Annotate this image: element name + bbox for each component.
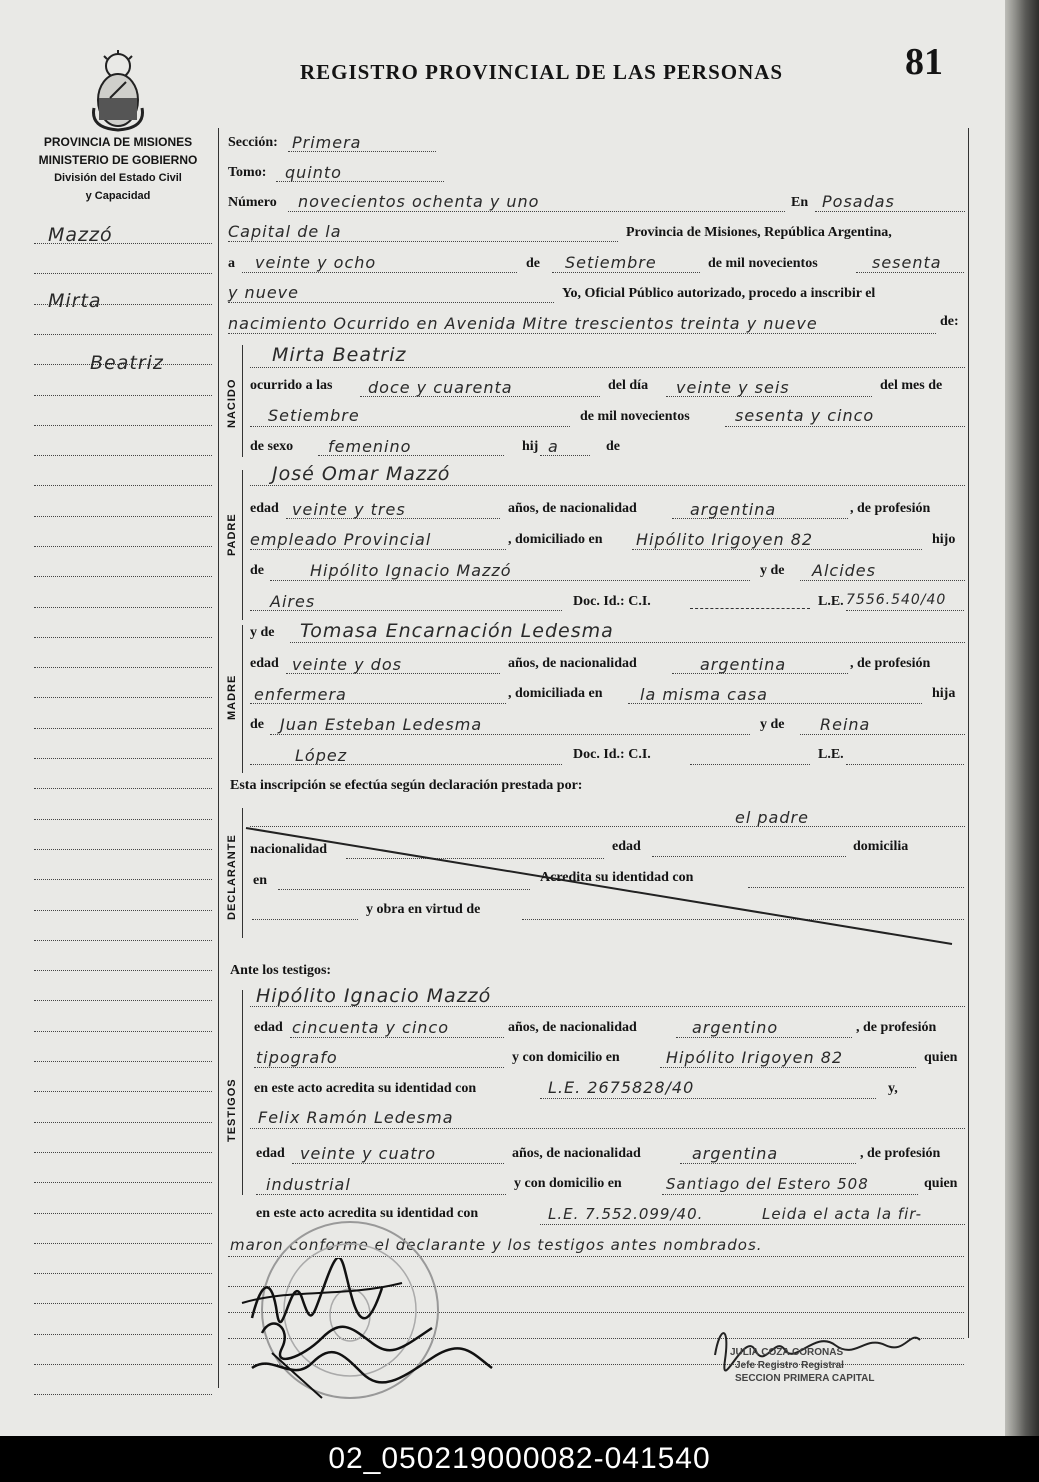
testigo2-prof-label: , de profesión	[860, 1146, 941, 1161]
margin-line	[34, 1273, 212, 1274]
stamp-line-2: Jefe Registro Registral	[735, 1360, 844, 1371]
margin-line	[34, 758, 212, 759]
nacido-nombre: Mirta Beatriz	[272, 344, 407, 366]
margin-line	[34, 1182, 212, 1183]
en-line	[815, 211, 965, 212]
margin-line	[34, 1122, 212, 1123]
registro-dia: veinte y ocho	[255, 253, 377, 272]
testigo1-quien-label: quien	[924, 1050, 958, 1065]
abuela-paterna-2: Aires	[270, 592, 316, 611]
registro-anio1: sesenta	[872, 253, 942, 272]
testigo1-nombre: Hipólito Ignacio Mazzó	[256, 985, 492, 1007]
abuela-paterna-1: Alcides	[812, 561, 876, 580]
tomo-value: quinto	[285, 163, 342, 182]
anio-line	[856, 272, 964, 273]
mes-line	[552, 272, 700, 273]
province-line: PROVINCIA DE MISIONES	[43, 135, 193, 149]
margin-line	[34, 516, 212, 517]
madre-prof-label: , de profesión	[850, 656, 931, 671]
a-label: a	[228, 256, 235, 271]
registro-anio2: y nueve	[228, 283, 299, 302]
margin-line	[34, 334, 212, 335]
madre-ci-line	[690, 764, 810, 765]
cancel-strike-line	[244, 826, 964, 948]
testigo1-doc: L.E. 2675828/40	[548, 1078, 695, 1097]
padre-nac-label: años, de nacionalidad	[508, 501, 637, 516]
padre-le-label: L.E.	[818, 594, 844, 609]
stamp-line-1: JULIA COZA CORONAS	[730, 1347, 844, 1358]
seccion-value: Primera	[292, 133, 362, 152]
testigo2-edad: veinte y cuatro	[300, 1144, 437, 1163]
margin-line	[34, 728, 212, 729]
padre-section-label: PADRE	[226, 513, 238, 556]
margin-line	[34, 485, 212, 486]
testigo1-prof-label: , de profesión	[856, 1020, 937, 1035]
padre-prof-label: , de profesión	[850, 501, 931, 516]
issuer-block	[18, 133, 218, 205]
margin-line	[34, 637, 212, 638]
padre-dom-label: , domiciliado en	[508, 532, 603, 547]
margin-line	[34, 1091, 212, 1092]
testigo2-nac-label: años, de nacionalidad	[512, 1146, 641, 1161]
abuela-materna-2: López	[295, 746, 348, 765]
declarante-rule	[242, 808, 243, 938]
padre-de-label: de	[250, 563, 264, 578]
tomo-label: Tomo:	[228, 165, 267, 180]
margin-line	[34, 607, 212, 608]
numero-label: Número	[228, 195, 277, 210]
nacido-dia: veinte y seis	[676, 378, 790, 397]
testigos-rule	[242, 990, 243, 1195]
provincia-label: Provincia de Misiones, República Argentina,	[626, 225, 892, 240]
padre-le-line	[846, 610, 964, 611]
padre-doc-label: Doc. Id.: C.I.	[573, 594, 651, 609]
del-mes-label: del mes de	[880, 378, 943, 393]
declarante-en-label: en	[253, 873, 267, 888]
dia-line	[242, 272, 517, 273]
seccion-label: Sección:	[228, 135, 278, 150]
madre-nombre-line	[290, 642, 965, 643]
madre-profesion: enfermera	[254, 685, 347, 704]
nacido-de-label: de	[606, 439, 620, 454]
testigos-section-label: TESTIGOS	[226, 1078, 238, 1142]
margin-first-name: Mirta	[48, 290, 102, 312]
padre-dom-line	[632, 549, 922, 550]
testigo1-profesion: tipografo	[256, 1048, 338, 1067]
padre-edad-label: edad	[250, 501, 279, 516]
del-dia-label: del día	[608, 378, 649, 393]
stamp-line-3: SECCION PRIMERA CAPITAL	[735, 1373, 875, 1384]
margin-line	[34, 970, 212, 971]
testigo1-acredita-label: en este acto acredita su identidad con	[254, 1081, 477, 1096]
mil-label: de mil novecientos	[708, 256, 818, 271]
madre-nacionalidad: argentina	[700, 655, 787, 674]
margin-line	[34, 910, 212, 911]
hija-label: hija	[932, 686, 956, 701]
testigo2-prof-line	[256, 1194, 506, 1195]
testigo1-nac-line	[676, 1037, 852, 1038]
page-title: REGISTRO PROVINCIAL DE LAS PERSONAS	[300, 60, 784, 84]
margin-line	[34, 1364, 212, 1365]
madre-doc-label: Doc. Id.: C.I.	[573, 747, 651, 762]
nacido-sexo: femenino	[328, 437, 412, 456]
margin-line	[34, 849, 212, 850]
padre-ci-line	[690, 594, 810, 609]
padre-domicilio: Hipólito Irigoyen 82	[636, 530, 814, 549]
en-value: Posadas	[822, 192, 895, 211]
margin-line	[34, 1303, 212, 1304]
madre-nombre: Tomasa Encarnación Ledesma	[300, 620, 614, 642]
testigo1-dom-label: y con domicilio en	[512, 1050, 620, 1065]
acto-value: nacimiento Ocurrido en Avenida Mitre trescientos treinta y nueve	[228, 314, 818, 333]
madre-edad: veinte y dos	[292, 655, 402, 674]
margin-line	[34, 1213, 212, 1214]
abuelo-materno: Juan Esteban Ledesma	[280, 715, 483, 734]
padre-profesion: empleado Provincial	[250, 530, 432, 549]
acto-line	[228, 333, 936, 334]
madre-rule	[242, 625, 243, 773]
declarante-por: el padre	[735, 808, 809, 827]
testigo2-nombre-line	[250, 1128, 965, 1129]
en-label: En	[791, 195, 809, 210]
abuela-paterna-line	[800, 580, 965, 581]
madre-le-line	[846, 764, 964, 765]
witness-signatures-icon	[232, 1258, 532, 1408]
declarante-section-label: DECLARANTE	[226, 834, 238, 920]
testigo2-doc-line	[540, 1224, 965, 1225]
madre-section-label: MADRE	[226, 674, 238, 720]
testigo1-nac-label: años, de nacionalidad	[508, 1020, 637, 1035]
hij-label: hij	[522, 439, 539, 454]
testigo1-edad: cincuenta y cinco	[292, 1018, 449, 1037]
nacido-anio: sesenta y cinco	[735, 406, 875, 425]
margin-line	[34, 1061, 212, 1062]
testigo1-domicilio: Hipólito Irigoyen 82	[666, 1048, 844, 1067]
margin-line	[34, 819, 212, 820]
testigo1-dom-line	[660, 1067, 916, 1068]
madre-y-de2-label: y de	[760, 717, 785, 732]
testigo1-prof-line	[254, 1067, 504, 1068]
right-rule	[968, 128, 969, 1338]
book-binding	[1005, 0, 1039, 1436]
padre-rule	[242, 470, 243, 620]
margin-line	[34, 1243, 212, 1244]
abuelo-paterno-line	[270, 580, 750, 581]
margin-line	[34, 1334, 212, 1335]
madre-dom-label: , domiciliada en	[508, 686, 603, 701]
coat-of-arms-icon	[88, 48, 148, 133]
sexo-label: de sexo	[250, 439, 294, 454]
nacido-mes: Setiembre	[268, 406, 360, 425]
testigo1-doc-line	[540, 1098, 876, 1099]
margin-line	[34, 455, 212, 456]
margin-line	[34, 1000, 212, 1001]
ocurrido-label: ocurrido a las	[250, 378, 333, 393]
yo-label: Yo, Oficial Público autorizado, procedo a inscribir el	[562, 286, 876, 301]
margin-rule	[218, 128, 219, 1388]
declarante-dom-label: domicilia	[853, 839, 909, 854]
testigo2-profesion: industrial	[266, 1175, 351, 1194]
testigo1-y-label: y,	[888, 1081, 898, 1096]
margin-line	[34, 1152, 212, 1153]
testigo2-edad-line	[292, 1163, 504, 1164]
padre-le: 7556.540/40	[846, 592, 947, 608]
abuelo-paterno: Hipólito Ignacio Mazzó	[310, 561, 512, 580]
testigo2-dom-line	[662, 1194, 918, 1195]
testigo1-nacionalidad: argentino	[692, 1018, 779, 1037]
cierre-text: maron conforme el declarante y los testigos antes nombrados.	[230, 1236, 763, 1254]
margin-surname: Mazzó	[48, 224, 113, 246]
declarante-nac-label: nacionalidad	[250, 842, 328, 857]
testigos-ante-label: Ante los testigos:	[230, 963, 332, 978]
declarante-acredita-label: Acredita su identidad con	[540, 870, 694, 885]
testigo2-nac-line	[680, 1163, 856, 1164]
margin-line	[34, 697, 212, 698]
testigo2-nacionalidad: argentina	[692, 1144, 779, 1163]
margin-line	[34, 940, 212, 941]
margin-line	[34, 667, 212, 668]
nacido-section-label: NACIDO	[226, 378, 238, 428]
madre-edad-label: edad	[250, 656, 279, 671]
testigo1-edad-line	[290, 1037, 504, 1038]
padre-nombre: José Omar Mazzó	[272, 463, 451, 485]
margin-line	[34, 425, 212, 426]
de-colon-label: de:	[940, 314, 959, 329]
margin-line	[34, 1031, 212, 1032]
margin-line	[34, 273, 212, 274]
hij-suffix: a	[548, 437, 559, 456]
nacido-anio-line	[725, 426, 965, 427]
testigo1-edad-label: edad	[254, 1020, 283, 1035]
madre-domicilio: la misma casa	[640, 685, 768, 704]
registro-mes: Setiembre	[565, 253, 657, 272]
testigo2-acredita-label: en este acto acredita su identidad con	[256, 1206, 479, 1221]
margin-line	[34, 1394, 212, 1395]
madre-y-de-label: y de	[250, 625, 275, 640]
testigo2-dom-label: y con domicilio en	[514, 1176, 622, 1191]
margin-line	[34, 395, 212, 396]
folio-number: 81	[905, 41, 943, 83]
madre-nac-label: años, de nacionalidad	[508, 656, 637, 671]
nacido-nombre-line	[250, 367, 965, 368]
padre-edad: veinte y tres	[292, 500, 406, 519]
testigo2-quien-label: quien	[924, 1176, 958, 1191]
padre-nacionalidad: argentina	[690, 500, 777, 519]
declarante-obra-label: y obra en virtud de	[366, 902, 481, 917]
numero-line	[288, 211, 785, 212]
hijo-label: hijo	[932, 532, 956, 547]
padre-y-de-label: y de	[760, 563, 785, 578]
leida-text: Leida el acta la fir-	[762, 1205, 923, 1223]
numero-value: novecientos ochenta y uno	[298, 192, 540, 211]
testigo2-edad-label: edad	[256, 1146, 285, 1161]
abuelo-materno-line	[270, 734, 750, 735]
testigo2-doc: L.E. 7.552.099/40.	[548, 1205, 704, 1223]
division-line: División del Estado Civil	[54, 172, 182, 184]
nacido-mes-line	[250, 426, 570, 427]
anio2-line	[228, 302, 554, 303]
declarante-edad-label: edad	[612, 839, 641, 854]
nacido-rule	[242, 345, 243, 457]
testigo2-domicilio: Santiago del Estero 508	[666, 1175, 869, 1193]
declaracion-label: Esta inscripción se efectúa según declaración prestada por:	[230, 778, 583, 793]
padre-nombre-line	[250, 485, 965, 486]
margin-line	[34, 879, 212, 880]
testigo2-nombre: Felix Ramón Ledesma	[258, 1108, 454, 1127]
madre-le-label: L.E.	[818, 747, 844, 762]
margin-line	[34, 546, 212, 547]
de-label: de	[526, 256, 540, 271]
abuela-materna-line	[800, 734, 965, 735]
capacity-line: y Capacidad	[85, 190, 151, 202]
padre-prof-line	[250, 549, 506, 550]
nacido-mil-label: de mil novecientos	[580, 409, 690, 424]
lugar-value: Capital de la	[228, 222, 342, 241]
ministry-line: MINISTERIO DE GOBIERNO	[38, 153, 198, 167]
madre-de-label: de	[250, 717, 264, 732]
margin-second-name: Beatriz	[90, 352, 164, 374]
nacido-hora: doce y cuarenta	[368, 378, 513, 397]
document-id-footer: 02_050219000082-041540	[0, 1436, 1039, 1482]
margin-line	[34, 576, 212, 577]
abuela-materna-1: Reina	[820, 715, 871, 734]
lugar-line	[228, 241, 618, 242]
margin-line	[34, 788, 212, 789]
